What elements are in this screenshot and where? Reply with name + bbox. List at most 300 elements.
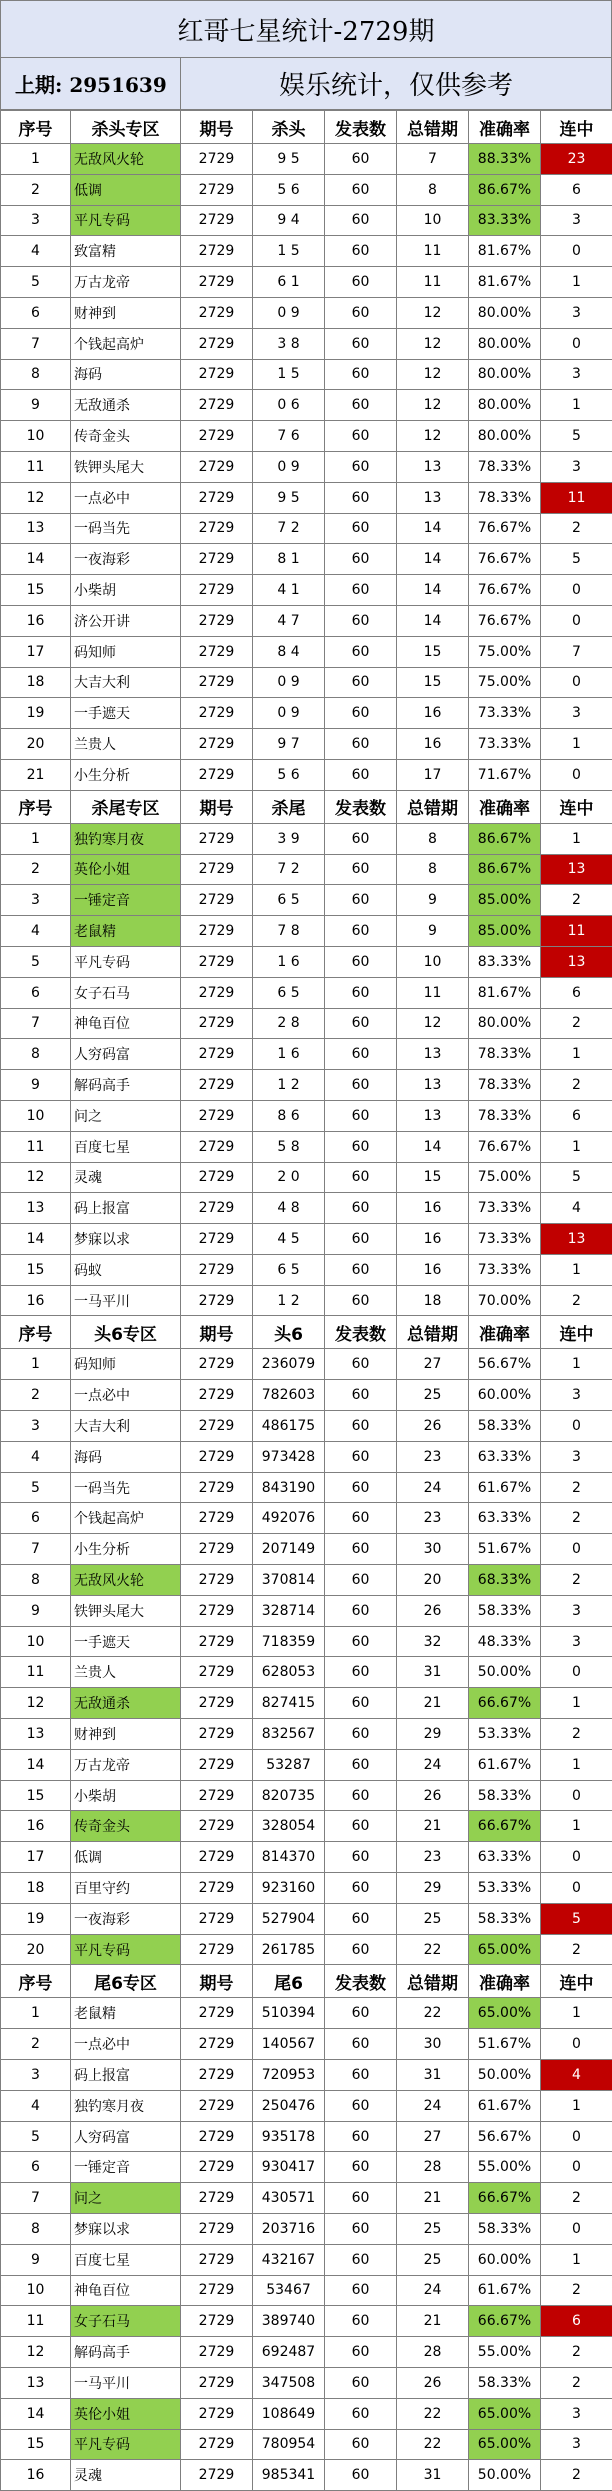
row-count: 60 <box>325 174 397 205</box>
row-count: 60 <box>325 205 397 236</box>
row-period: 2729 <box>181 1380 253 1411</box>
row-value: 5 8 <box>253 1131 325 1162</box>
table-row <box>1 2367 612 2398</box>
row-no: 9 <box>1 1595 71 1626</box>
row-streak: 2 <box>541 1934 612 1965</box>
row-period: 2729 <box>181 1873 253 1904</box>
row-no: 2 <box>1 1380 71 1411</box>
row-errors: 16 <box>397 698 469 729</box>
row-count: 60 <box>325 328 397 359</box>
row-name: 财神到 <box>71 1719 181 1750</box>
row-errors: 31 <box>397 2460 469 2491</box>
row-period: 2729 <box>181 916 253 947</box>
row-no: 13 <box>1 1193 71 1224</box>
row-rate: 75.00% <box>469 636 541 667</box>
row-count: 60 <box>325 236 397 267</box>
row-errors: 15 <box>397 1162 469 1193</box>
table-row <box>1 2275 612 2306</box>
row-count: 60 <box>325 451 397 482</box>
row-period: 2729 <box>181 1039 253 1070</box>
row-no: 7 <box>1 1534 71 1565</box>
row-streak: 2 <box>541 2367 612 2398</box>
row-value: 7 8 <box>253 916 325 947</box>
row-streak: 2 <box>541 2275 612 2306</box>
row-count: 60 <box>325 1565 397 1596</box>
col-header-errors: 总错期 <box>397 1965 469 1998</box>
row-no: 4 <box>1 1441 71 1472</box>
row-period: 2729 <box>181 667 253 698</box>
row-value: 432167 <box>253 2244 325 2275</box>
col-header-streak: 连中 <box>541 111 612 144</box>
row-errors: 22 <box>397 1998 469 2029</box>
row-name: 低调 <box>71 1842 181 1873</box>
table-row <box>1 2398 612 2429</box>
table-row <box>1 421 612 452</box>
row-no: 11 <box>1 1657 71 1688</box>
row-value: 6 5 <box>253 885 325 916</box>
row-value: 0 9 <box>253 297 325 328</box>
row-count: 60 <box>325 667 397 698</box>
row-name: 大吉大利 <box>71 667 181 698</box>
row-rate: 76.67% <box>469 575 541 606</box>
col-header-zone: 杀尾专区 <box>71 790 181 823</box>
table-row <box>1 236 612 267</box>
row-no: 1 <box>1 823 71 854</box>
row-value: 718359 <box>253 1626 325 1657</box>
row-rate: 58.33% <box>469 1903 541 1934</box>
row-no: 8 <box>1 359 71 390</box>
row-streak: 3 <box>541 2398 612 2429</box>
row-value: 780954 <box>253 2429 325 2460</box>
row-value: 1 2 <box>253 1285 325 1316</box>
row-name: 英伦小姐 <box>71 854 181 885</box>
row-name: 平凡专码 <box>71 205 181 236</box>
row-period: 2729 <box>181 759 253 790</box>
row-period: 2729 <box>181 823 253 854</box>
row-period: 2729 <box>181 1811 253 1842</box>
row-count: 60 <box>325 1811 397 1842</box>
row-name: 一马平川 <box>71 2367 181 2398</box>
row-value: 389740 <box>253 2306 325 2337</box>
row-name: 人穷码富 <box>71 2121 181 2152</box>
row-period: 2729 <box>181 1719 253 1750</box>
row-count: 60 <box>325 2367 397 2398</box>
row-count: 60 <box>325 2306 397 2337</box>
row-period: 2729 <box>181 575 253 606</box>
row-period: 2729 <box>181 698 253 729</box>
row-period: 2729 <box>181 1998 253 2029</box>
row-rate: 70.00% <box>469 1285 541 1316</box>
row-errors: 32 <box>397 1626 469 1657</box>
row-count: 60 <box>325 1411 397 1442</box>
table-row <box>1 2460 612 2491</box>
row-name: 老鼠精 <box>71 916 181 947</box>
row-name: 铁钾头尾大 <box>71 1595 181 1626</box>
row-no: 14 <box>1 544 71 575</box>
table-row <box>1 636 612 667</box>
row-streak: 0 <box>541 2214 612 2245</box>
row-rate: 76.67% <box>469 605 541 636</box>
col-header-rate: 准确率 <box>469 1965 541 1998</box>
row-value: 832567 <box>253 1719 325 1750</box>
row-no: 4 <box>1 236 71 267</box>
stats-table-body <box>1 111 612 2491</box>
row-name: 独钓寒月夜 <box>71 823 181 854</box>
row-name: 一手遮天 <box>71 698 181 729</box>
row-streak: 5 <box>541 1162 612 1193</box>
row-name: 平凡专码 <box>71 2429 181 2460</box>
row-count: 60 <box>325 759 397 790</box>
col-header-no: 序号 <box>1 1316 71 1349</box>
row-rate: 48.33% <box>469 1626 541 1657</box>
row-errors: 8 <box>397 823 469 854</box>
row-name: 梦寐以求 <box>71 1224 181 1255</box>
row-period: 2729 <box>181 2029 253 2060</box>
col-header-rate: 准确率 <box>469 1316 541 1349</box>
row-rate: 65.00% <box>469 1998 541 2029</box>
table-row <box>1 359 612 390</box>
table-row <box>1 1688 612 1719</box>
col-header-count: 发表数 <box>325 1965 397 1998</box>
row-rate: 65.00% <box>469 1934 541 1965</box>
row-count: 60 <box>325 1934 397 1965</box>
row-no: 5 <box>1 1472 71 1503</box>
row-rate: 53.33% <box>469 1873 541 1904</box>
row-rate: 80.00% <box>469 1008 541 1039</box>
row-period: 2729 <box>181 2183 253 2214</box>
row-errors: 24 <box>397 2090 469 2121</box>
row-rate: 86.67% <box>469 854 541 885</box>
row-period: 2729 <box>181 1162 253 1193</box>
row-count: 60 <box>325 1070 397 1101</box>
row-streak: 3 <box>541 2429 612 2460</box>
row-errors: 26 <box>397 1780 469 1811</box>
row-streak: 2 <box>541 1503 612 1534</box>
col-header-value: 尾6 <box>253 1965 325 1998</box>
row-streak: 0 <box>541 1657 612 1688</box>
row-streak: 3 <box>541 1595 612 1626</box>
col-header-count: 发表数 <box>325 111 397 144</box>
row-rate: 71.67% <box>469 759 541 790</box>
row-count: 60 <box>325 575 397 606</box>
row-rate: 55.00% <box>469 2337 541 2368</box>
row-name: 个钱起高炉 <box>71 1503 181 1534</box>
row-no: 13 <box>1 2367 71 2398</box>
table-row <box>1 1873 612 1904</box>
table-row <box>1 916 612 947</box>
row-value: 628053 <box>253 1657 325 1688</box>
table-row <box>1 1380 612 1411</box>
row-no: 3 <box>1 885 71 916</box>
row-no: 20 <box>1 1934 71 1965</box>
row-value: 347508 <box>253 2367 325 2398</box>
row-period: 2729 <box>181 544 253 575</box>
row-streak: 0 <box>541 575 612 606</box>
row-streak: 6 <box>541 174 612 205</box>
row-rate: 83.33% <box>469 946 541 977</box>
table-row <box>1 2090 612 2121</box>
row-no: 2 <box>1 2029 71 2060</box>
row-period: 2729 <box>181 1626 253 1657</box>
table-row <box>1 2244 612 2275</box>
row-value: 2 0 <box>253 1162 325 1193</box>
row-rate: 61.67% <box>469 2090 541 2121</box>
row-name: 神龟百位 <box>71 2275 181 2306</box>
row-no: 11 <box>1 1131 71 1162</box>
row-name: 解码高手 <box>71 2337 181 2368</box>
row-no: 7 <box>1 328 71 359</box>
row-errors: 10 <box>397 946 469 977</box>
row-errors: 25 <box>397 2214 469 2245</box>
row-rate: 80.00% <box>469 328 541 359</box>
row-name: 无敌通杀 <box>71 390 181 421</box>
row-rate: 76.67% <box>469 544 541 575</box>
row-period: 2729 <box>181 636 253 667</box>
table-row <box>1 1719 612 1750</box>
row-streak: 1 <box>541 1349 612 1380</box>
row-count: 60 <box>325 482 397 513</box>
col-header-streak: 连中 <box>541 1965 612 1998</box>
row-value: 1 6 <box>253 946 325 977</box>
row-errors: 16 <box>397 1193 469 1224</box>
row-errors: 26 <box>397 1595 469 1626</box>
row-no: 12 <box>1 1688 71 1719</box>
table-row <box>1 1934 612 1965</box>
row-streak: 13 <box>541 854 612 885</box>
table-row <box>1 1749 612 1780</box>
row-no: 21 <box>1 759 71 790</box>
row-no: 6 <box>1 297 71 328</box>
row-value: 486175 <box>253 1411 325 1442</box>
row-streak: 5 <box>541 1903 612 1934</box>
row-rate: 78.33% <box>469 451 541 482</box>
row-name: 铁钾头尾大 <box>71 451 181 482</box>
row-rate: 86.67% <box>469 823 541 854</box>
section-header-row <box>1 1316 612 1349</box>
row-name: 济公开讲 <box>71 605 181 636</box>
row-errors: 20 <box>397 1565 469 1596</box>
row-count: 60 <box>325 2275 397 2306</box>
table-row <box>1 759 612 790</box>
row-name: 传奇金头 <box>71 421 181 452</box>
row-count: 60 <box>325 2429 397 2460</box>
row-value: 820735 <box>253 1780 325 1811</box>
row-name: 一点必中 <box>71 1380 181 1411</box>
row-count: 60 <box>325 1349 397 1380</box>
row-rate: 51.67% <box>469 1534 541 1565</box>
row-value: 8 4 <box>253 636 325 667</box>
row-value: 53287 <box>253 1749 325 1780</box>
row-no: 18 <box>1 667 71 698</box>
table-row <box>1 482 612 513</box>
row-errors: 25 <box>397 2244 469 2275</box>
row-no: 10 <box>1 2275 71 2306</box>
row-value: 973428 <box>253 1441 325 1472</box>
row-streak: 1 <box>541 267 612 298</box>
row-streak: 7 <box>541 636 612 667</box>
row-streak: 0 <box>541 236 612 267</box>
col-header-no: 序号 <box>1 1965 71 1998</box>
row-count: 60 <box>325 1534 397 1565</box>
row-streak: 2 <box>541 885 612 916</box>
row-streak: 1 <box>541 2244 612 2275</box>
row-value: 692487 <box>253 2337 325 2368</box>
row-streak: 1 <box>541 1688 612 1719</box>
table-row <box>1 2060 612 2091</box>
row-no: 8 <box>1 1039 71 1070</box>
row-rate: 66.67% <box>469 1688 541 1719</box>
col-header-period: 期号 <box>181 111 253 144</box>
row-period: 2729 <box>181 1008 253 1039</box>
row-rate: 65.00% <box>469 2398 541 2429</box>
col-header-period: 期号 <box>181 1965 253 1998</box>
row-streak: 3 <box>541 698 612 729</box>
row-errors: 12 <box>397 421 469 452</box>
row-value: 935178 <box>253 2121 325 2152</box>
row-no: 12 <box>1 1162 71 1193</box>
row-errors: 24 <box>397 1749 469 1780</box>
row-value: 720953 <box>253 2060 325 2091</box>
row-errors: 18 <box>397 1285 469 1316</box>
row-value: 843190 <box>253 1472 325 1503</box>
col-header-value: 杀尾 <box>253 790 325 823</box>
row-value: 328714 <box>253 1595 325 1626</box>
row-errors: 15 <box>397 636 469 667</box>
row-rate: 78.33% <box>469 1070 541 1101</box>
row-period: 2729 <box>181 328 253 359</box>
row-no: 6 <box>1 977 71 1008</box>
row-rate: 73.33% <box>469 1193 541 1224</box>
row-errors: 25 <box>397 1903 469 1934</box>
row-errors: 26 <box>397 2367 469 2398</box>
row-name: 万古龙帝 <box>71 267 181 298</box>
row-errors: 15 <box>397 667 469 698</box>
row-rate: 53.33% <box>469 1719 541 1750</box>
row-no: 13 <box>1 513 71 544</box>
row-name: 一码当先 <box>71 513 181 544</box>
row-streak: 1 <box>541 1039 612 1070</box>
row-period: 2729 <box>181 946 253 977</box>
row-streak: 0 <box>541 759 612 790</box>
section-header-row <box>1 790 612 823</box>
row-rate: 56.67% <box>469 1349 541 1380</box>
table-row <box>1 885 612 916</box>
table-row <box>1 2029 612 2060</box>
row-rate: 50.00% <box>469 1657 541 1688</box>
row-no: 8 <box>1 2214 71 2245</box>
table-row <box>1 1349 612 1380</box>
col-header-value: 杀头 <box>253 111 325 144</box>
table-row <box>1 1411 612 1442</box>
row-count: 60 <box>325 2398 397 2429</box>
table-row <box>1 1534 612 1565</box>
row-streak: 0 <box>541 2152 612 2183</box>
row-errors: 13 <box>397 482 469 513</box>
table-row <box>1 1998 612 2029</box>
row-streak: 3 <box>541 1626 612 1657</box>
row-no: 6 <box>1 2152 71 2183</box>
table-row <box>1 1008 612 1039</box>
row-streak: 2 <box>541 1565 612 1596</box>
row-count: 60 <box>325 1441 397 1472</box>
row-period: 2729 <box>181 1503 253 1534</box>
row-no: 18 <box>1 1873 71 1904</box>
row-count: 60 <box>325 1285 397 1316</box>
row-errors: 31 <box>397 2060 469 2091</box>
col-header-period: 期号 <box>181 1316 253 1349</box>
row-errors: 12 <box>397 297 469 328</box>
col-header-value: 头6 <box>253 1316 325 1349</box>
row-period: 2729 <box>181 513 253 544</box>
row-errors: 16 <box>397 1254 469 1285</box>
table-row <box>1 2183 612 2214</box>
row-count: 60 <box>325 946 397 977</box>
row-no: 15 <box>1 1780 71 1811</box>
row-no: 19 <box>1 698 71 729</box>
row-period: 2729 <box>181 359 253 390</box>
row-name: 传奇金头 <box>71 1811 181 1842</box>
table-row <box>1 854 612 885</box>
row-period: 2729 <box>181 144 253 175</box>
row-errors: 16 <box>397 729 469 760</box>
row-rate: 61.67% <box>469 1472 541 1503</box>
table-row <box>1 2306 612 2337</box>
row-count: 60 <box>325 2183 397 2214</box>
row-errors: 31 <box>397 1657 469 1688</box>
row-count: 60 <box>325 823 397 854</box>
row-name: 百里守约 <box>71 1873 181 1904</box>
row-errors: 7 <box>397 144 469 175</box>
row-name: 女子石马 <box>71 2306 181 2337</box>
table-row <box>1 1657 612 1688</box>
row-errors: 9 <box>397 916 469 947</box>
row-streak: 0 <box>541 2029 612 2060</box>
stats-table <box>0 110 612 2491</box>
table-row <box>1 575 612 606</box>
row-streak: 2 <box>541 1285 612 1316</box>
row-value: 923160 <box>253 1873 325 1904</box>
row-no: 3 <box>1 2060 71 2091</box>
table-row <box>1 1565 612 1596</box>
row-value: 236079 <box>253 1349 325 1380</box>
row-count: 60 <box>325 1780 397 1811</box>
row-rate: 58.33% <box>469 1595 541 1626</box>
row-name: 兰贵人 <box>71 1657 181 1688</box>
row-period: 2729 <box>181 174 253 205</box>
row-rate: 85.00% <box>469 885 541 916</box>
row-name: 问之 <box>71 1100 181 1131</box>
row-streak: 1 <box>541 1254 612 1285</box>
row-no: 7 <box>1 2183 71 2214</box>
row-streak: 11 <box>541 916 612 947</box>
table-row <box>1 1842 612 1873</box>
row-streak: 13 <box>541 1224 612 1255</box>
row-streak: 1 <box>541 823 612 854</box>
row-count: 60 <box>325 729 397 760</box>
row-streak: 0 <box>541 1873 612 1904</box>
row-rate: 58.33% <box>469 2214 541 2245</box>
row-count: 60 <box>325 2090 397 2121</box>
table-row <box>1 729 612 760</box>
row-period: 2729 <box>181 1254 253 1285</box>
row-errors: 16 <box>397 1224 469 1255</box>
row-no: 3 <box>1 205 71 236</box>
row-errors: 12 <box>397 390 469 421</box>
row-no: 9 <box>1 1070 71 1101</box>
row-name: 小生分析 <box>71 1534 181 1565</box>
row-value: 1 2 <box>253 1070 325 1101</box>
row-period: 2729 <box>181 2244 253 2275</box>
